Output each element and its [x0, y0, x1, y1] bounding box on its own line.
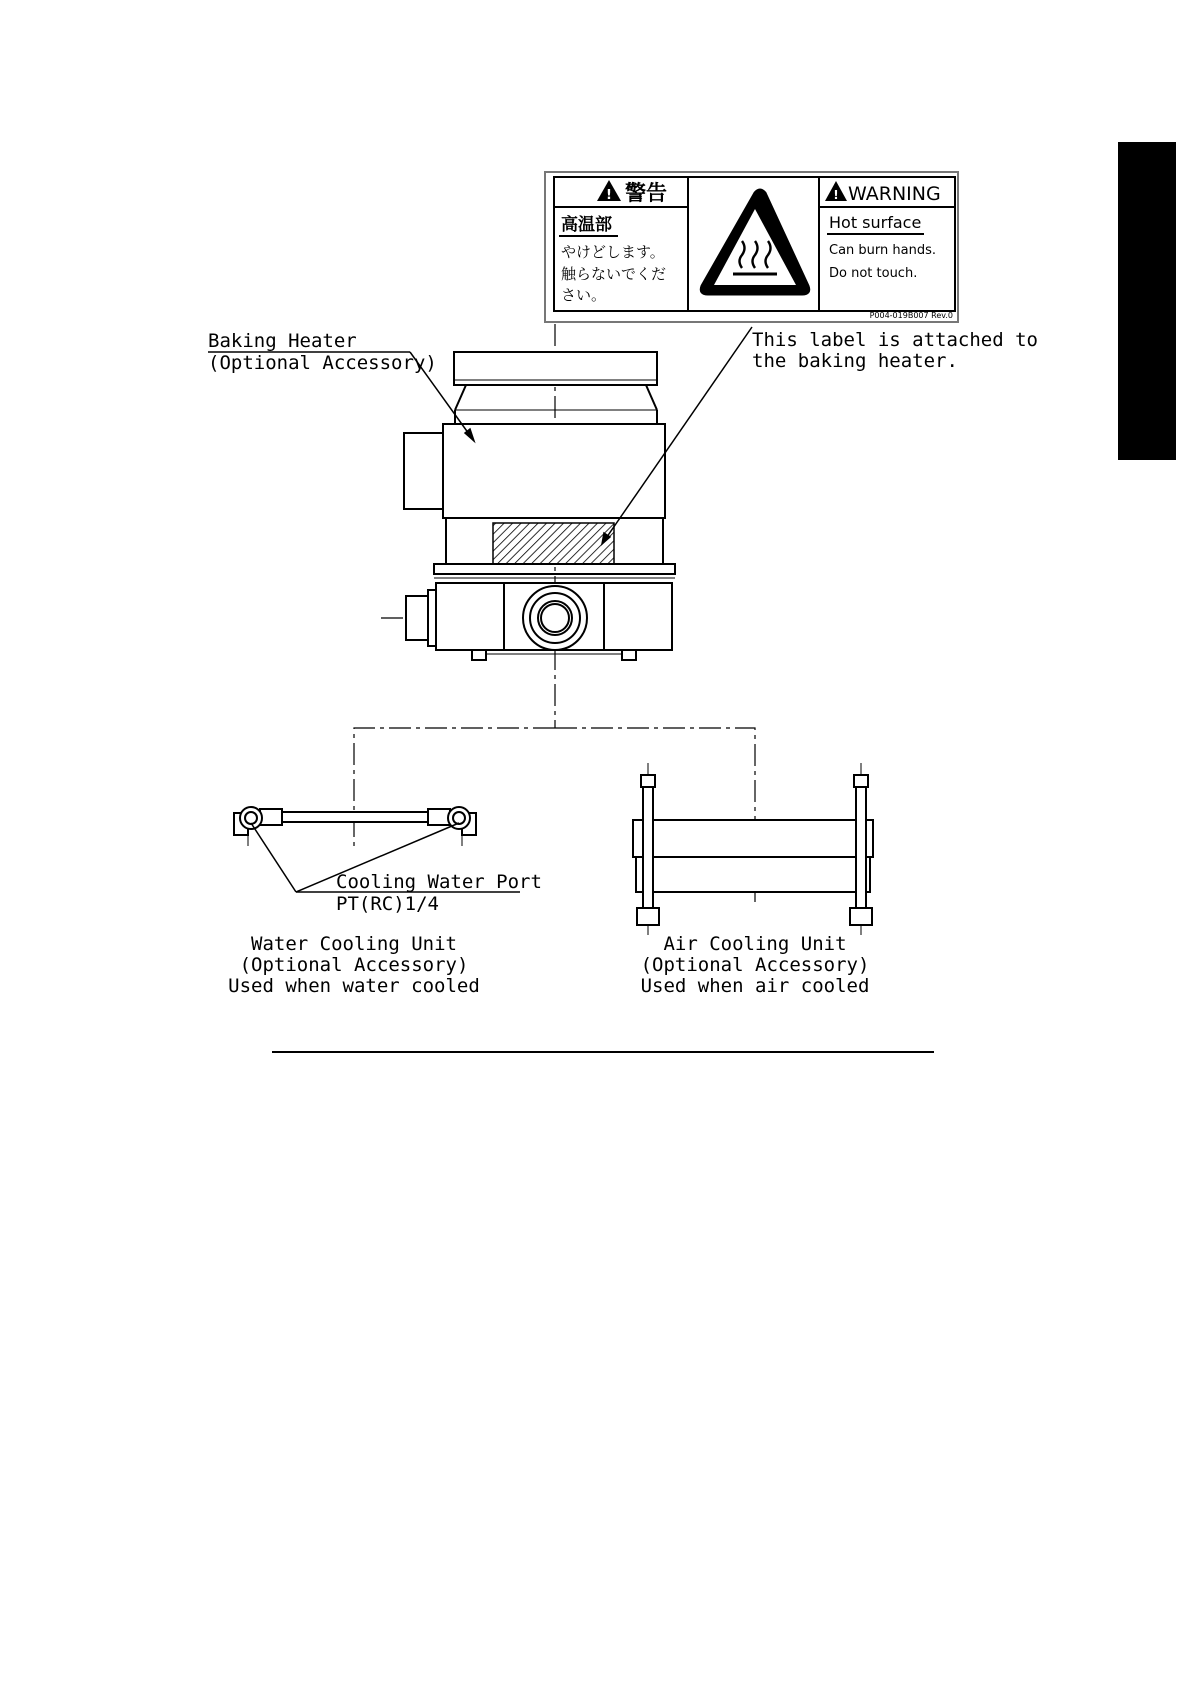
en-warning-line-2: Do not touch.	[829, 266, 918, 281]
jp-warning-title: 高温部	[561, 215, 612, 235]
air-unit-title: Air Cooling Unit	[663, 933, 847, 955]
en-warning-line-1: Can burn hands.	[829, 243, 936, 258]
air-unit-note: Used when air cooled	[640, 975, 870, 997]
water-cooling-unit	[234, 807, 476, 846]
water-unit-title: Water Cooling Unit	[251, 933, 457, 955]
jp-warning-line-2: 触らないでくだ	[561, 265, 667, 283]
label-part-number: P004-019B007 Rev.0	[869, 311, 953, 320]
en-warning-title: Hot surface	[829, 213, 922, 232]
warning-label	[545, 172, 958, 322]
water-unit-note: Used when water cooled	[228, 975, 480, 997]
cooling-port-label: Cooling Water Port	[336, 871, 542, 893]
cooling-port-size: PT(RC)1/4	[336, 893, 439, 915]
pump-body	[404, 352, 675, 660]
label-note-line-1: This label is attached to	[752, 329, 1038, 351]
air-cooling-unit	[633, 763, 873, 935]
jp-warning-line-1: やけどします。	[561, 243, 665, 261]
en-warning-header: WARNING	[848, 183, 941, 205]
jp-warning-header: 警告	[625, 181, 667, 205]
svg-text:!: !	[606, 188, 612, 203]
water-unit-sub: (Optional Accessory)	[239, 954, 469, 976]
air-unit-sub: (Optional Accessory)	[640, 954, 870, 976]
baking-heater-sub: (Optional Accessory)	[208, 352, 437, 374]
baking-heater-label: Baking Heater	[208, 330, 357, 352]
svg-text:!: !	[833, 188, 839, 202]
jp-warning-line-3: さい。	[561, 286, 607, 304]
label-note-line-2: the baking heater.	[752, 350, 958, 372]
